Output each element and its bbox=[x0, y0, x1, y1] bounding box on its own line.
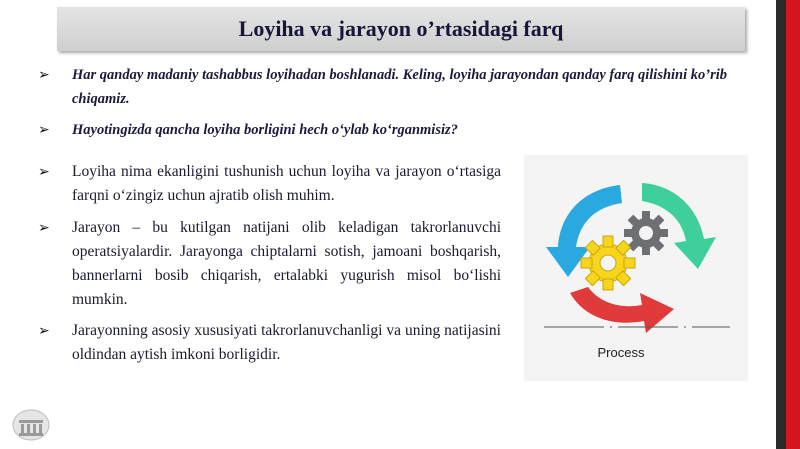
institution-logo-icon bbox=[11, 408, 51, 442]
body-bullet-3 bbox=[38, 319, 501, 367]
intro-bullet-2 bbox=[38, 118, 738, 142]
bullet-arrow-icon: ➢ bbox=[38, 323, 50, 339]
side-stripe-dark bbox=[776, 0, 786, 449]
bullet-arrow-icon: ➢ bbox=[38, 122, 50, 138]
intro-bullet-text: Har qanday madaniy tashabbus loyihadan boshlanadi. Keling, loyiha jarayondan qanday farq qilishini ko’rib chiqamiz. bbox=[72, 67, 728, 107]
figure-caption: Process bbox=[597, 345, 645, 360]
intro-bullet-1 bbox=[38, 63, 738, 111]
yellow-gear bbox=[581, 236, 635, 290]
process-illustration bbox=[524, 155, 748, 381]
body-bullet-1 bbox=[38, 160, 501, 208]
bullet-arrow-icon: ➢ bbox=[38, 164, 50, 180]
body-bullet-text: Jarayonning asosiy xususiyati takrorlanuvchanligi va uning natijasini oldindan aytish imkoni borligidir. bbox=[72, 322, 501, 363]
body-bullet-text: Loyiha nima ekanligini tushunish uchun loyiha va jarayon o‘rtasiga farqni o‘zingiz uchun ajratib olish muhim. bbox=[72, 163, 501, 204]
intro-bullet-text: Hayotingizda qancha loyiha borligini hech o‘ylab ko‘rganmisiz? bbox=[72, 122, 458, 138]
red-arrow bbox=[570, 287, 674, 333]
body-bullet-text: Jarayon – bu kutilgan natijani olib keladigan takrorlanuvchi operatsiyalardir. Jarayonga chiptalarni sotish, jamoani boshqarish, bannerlarni bosib chiqarish, ertalabki yugurish misol bo‘lishi mumkin. bbox=[72, 219, 501, 308]
bullet-arrow-icon: ➢ bbox=[38, 220, 50, 236]
title-bar bbox=[57, 7, 745, 51]
side-stripe-red bbox=[786, 0, 800, 449]
bullet-arrow-icon: ➢ bbox=[38, 67, 50, 83]
slide-title: Loyiha va jarayon o’rtasidagi farq bbox=[238, 16, 564, 41]
body-bullet-2 bbox=[38, 216, 501, 312]
gray-gear bbox=[624, 211, 668, 255]
